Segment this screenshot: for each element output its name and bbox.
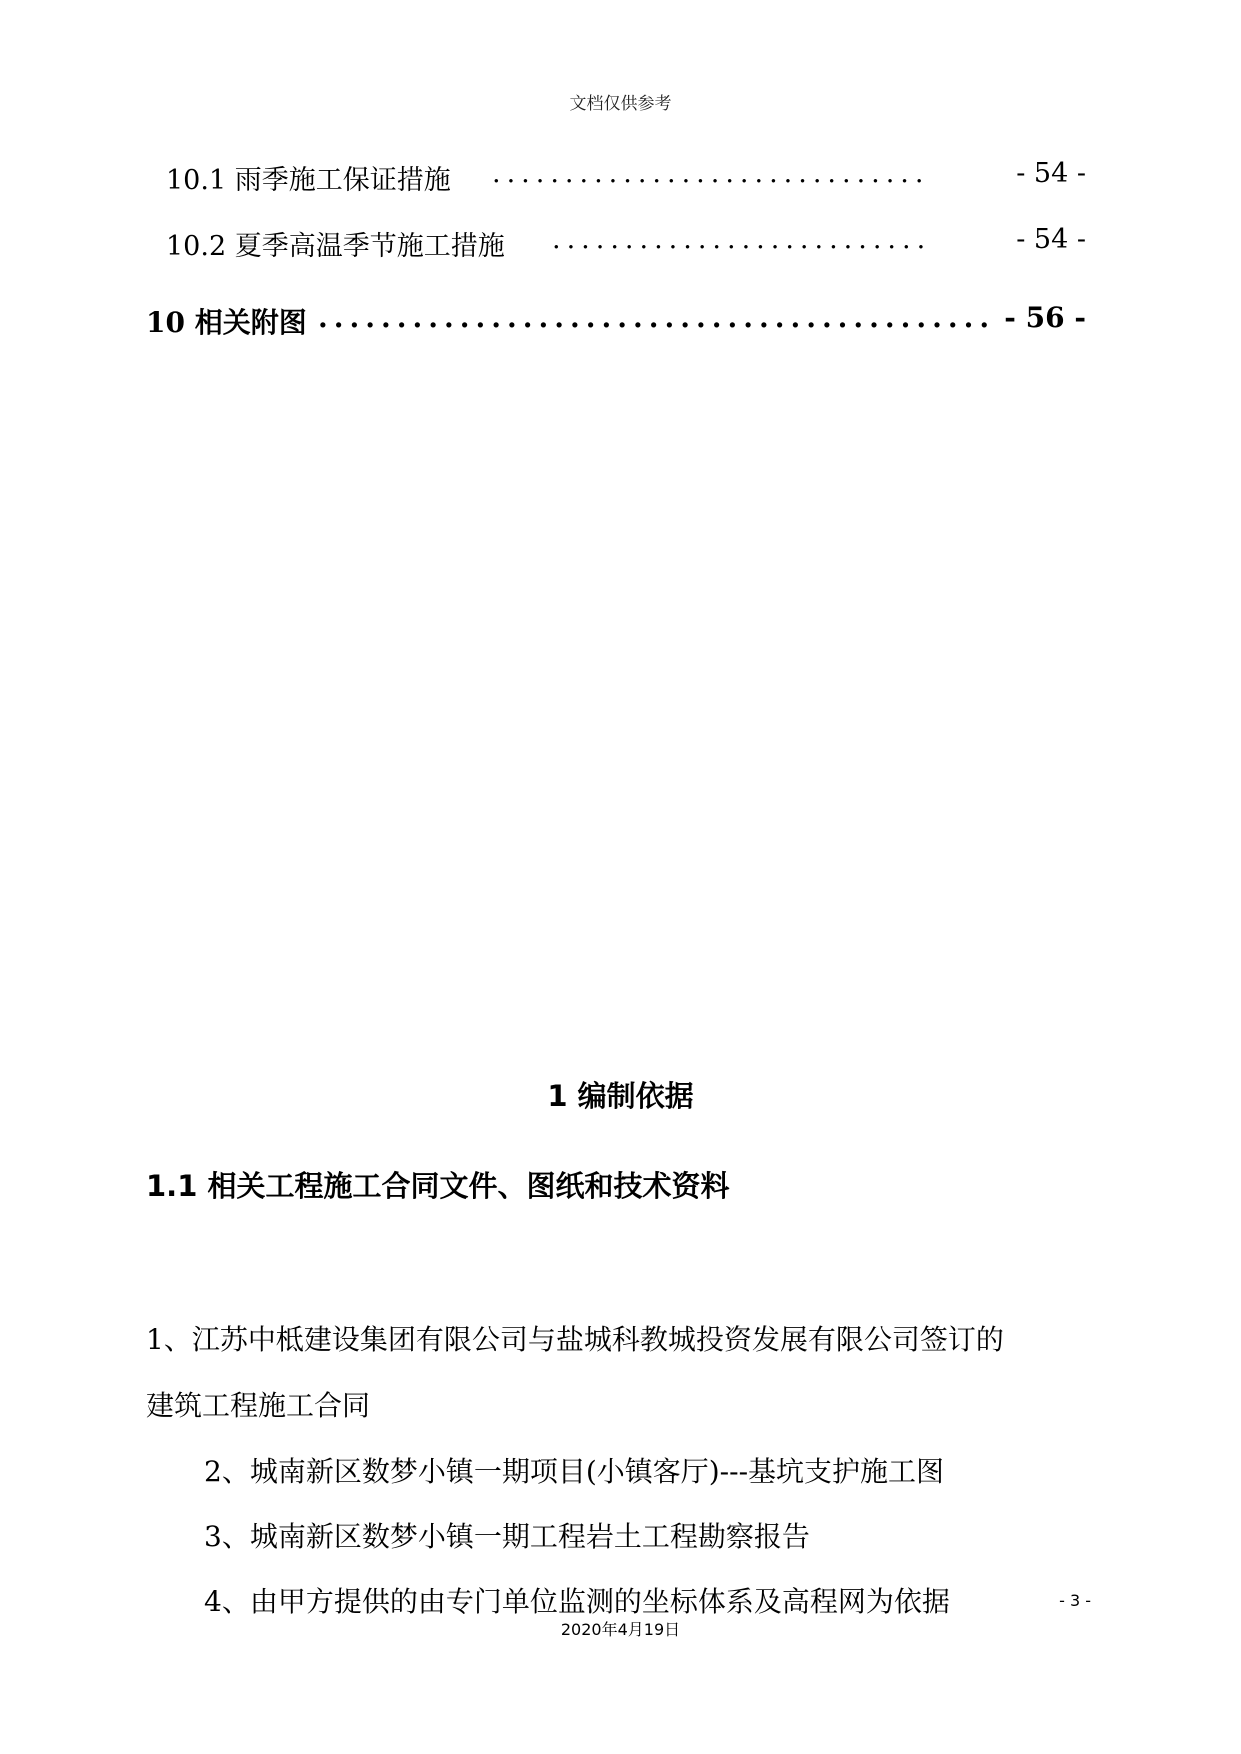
toc-entry-label: 10.2 夏季高温季节施工措施 <box>166 231 505 262</box>
toc-entry-page: - 54 - <box>1016 224 1086 255</box>
document-watermark: 文档仅供参考 <box>569 94 672 114</box>
basis-item-3: 3、城南新区数梦小镇一期工程岩土工程勘察报告 <box>204 1520 810 1553</box>
basis-item-4: 4、由甲方提供的由专门单位监测的坐标体系及高程网为依据 <box>204 1585 950 1618</box>
toc-entry[interactable] <box>0 301 1241 341</box>
toc-entry-label: 10 相关附图 <box>146 306 307 339</box>
footer-date: 2020年4月19日 <box>560 1620 681 1639</box>
basis-item-2: 2、城南新区数梦小镇一期项目(小镇客厅)---基坑支护施工图 <box>204 1455 945 1488</box>
section-title: 1 编制依据 <box>547 1079 694 1113</box>
toc-entry[interactable] <box>0 224 1241 264</box>
toc-leader-dots: .......................... <box>552 224 932 255</box>
basis-item-1: 1、江苏中柢建设集团有限公司与盐城科教城投资发展有限公司签订的 <box>146 1323 1004 1356</box>
toc-leader-dots: ........................................... <box>318 301 996 334</box>
toc-leader-dots: .............................. <box>492 158 930 189</box>
page-number: - 3 - <box>1059 1591 1091 1610</box>
toc-entry-page: - 54 - <box>1016 158 1086 189</box>
toc-entry[interactable] <box>0 158 1241 198</box>
toc-entry-page: - 56 - <box>1004 301 1086 334</box>
toc-entry-label: 10.1 雨季施工保证措施 <box>166 165 451 196</box>
basis-item-1-continued: 建筑工程施工合同 <box>146 1389 371 1422</box>
subsection-title: 1.1 相关工程施工合同文件、图纸和技术资料 <box>146 1169 730 1203</box>
